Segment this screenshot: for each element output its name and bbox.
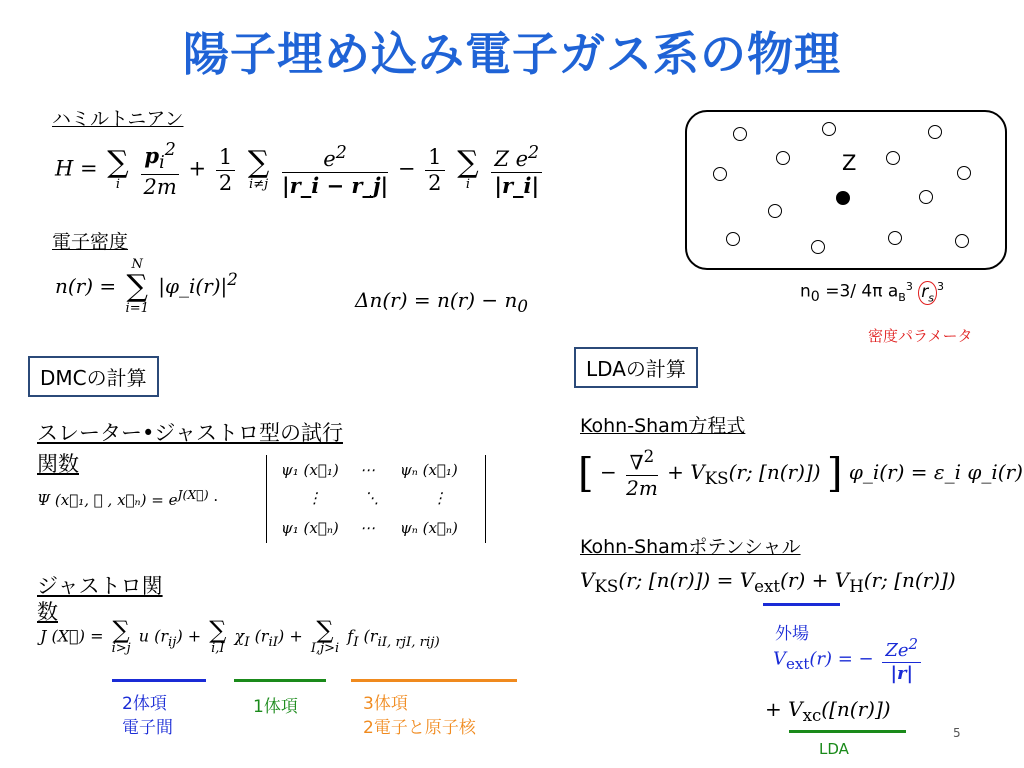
delta-density-equation: $\Delta n(r) = n(r) - n_0$ [355,288,528,316]
kinetic-fraction: $\frac{p_i^2}{2m}$ [141,140,178,200]
hamiltonian-heading: ハミルトニアン [52,108,184,130]
n0-formula: $n_0 =3/$ 4π $a_B^3$ $r_s^3$ [800,280,944,306]
coulomb-ee-fraction: $\frac{e^2}{|r\_i - r\_j|}$ [281,142,389,198]
page-number: 5 [953,726,961,740]
nucleus-label: Z [842,151,857,175]
hamiltonian-equation: H = ∑ i $\frac{p_i^2}{2m}$ + $\frac{1}{2}$ ∑ i≠j $\frac{e^2}{|r\_i - r\_j|}$ − $\frac{1}{2}$ ∑ i $\frac{Z e^2}{|r\_i|}$ [55,140,545,200]
jastrow-equation: J (X⃗) = ∑ i>j u $(r_{ij})$ + ∑ i,I $\chi_I$ $(r_{iI})$ + ∑ I,j>i $f_I$ ($r_{iI, rjI, rij)}$ [40,616,440,656]
density-term: |φ_i(r)| [158,273,228,298]
three-body-label: 3体項 2電子と原子核 [363,694,476,738]
lda-box: LDAの計算 [574,347,698,388]
electron-dot [957,166,971,180]
electron-dot [888,231,902,245]
kohn-sham-equation: [ − $\frac{\nabla^2}{2m}$ + $V_{KS}(r$; [n(r)]) ] φ_i(r) = ε_i φ_i(r) [578,447,1023,500]
slater-jastrow-heading-2: 関数 [37,452,79,476]
rs-circled: $r_s$ [918,281,937,305]
external-potential-equation: $V_{ext}(r)$ = − $\frac{Ze^2}{|r|}$ [773,635,924,684]
sum-symbol: ∑ i>j [111,616,131,656]
jastrow-heading-2: 数 [37,600,58,624]
electron-dot [919,190,933,204]
electron-dot [822,122,836,136]
hamiltonian-lhs: H = [55,156,98,181]
electron-dot [733,127,747,141]
electron-dot [955,234,969,248]
electron-dot [768,204,782,218]
kohn-sham-potential-heading: Kohn-Shamポテンシャル [580,536,801,558]
kohn-sham-potential-equation: $V_{KS}(r$; $[n(r)]) = V_{ext}(r) + V_H(r$; [n(r)]) [580,568,956,596]
one-body-label: 1体項 [253,697,298,717]
two-body-underline [112,679,206,682]
electron-dot [811,240,825,254]
one-body-underline [234,679,326,682]
density-parameter-label: 密度パラメータ [868,327,973,345]
lda-label: LDA [819,740,849,758]
nucleus-dot [836,191,850,205]
kohn-sham-equation-heading: Kohn-Sham方程式 [580,415,746,437]
density-lhs: n(r) = [55,273,117,298]
slater-jastrow-heading: スレーター•ジャストロ型の試行 [37,421,343,445]
jastrow-heading: ジャストロ関 [37,574,163,598]
three-body-underline [351,679,517,682]
sum-symbol: ∑ i [107,145,129,193]
trial-wavefunction-lhs: Ψ (x⃗₁, ⋯ , x⃗ₙ) = $e^{J(X⃗)}$ · [37,487,219,509]
external-field-label: 外場 [775,624,809,644]
coulomb-en-fraction: $\frac{Z e^2}{|r\_i|}$ [491,143,542,198]
sum-symbol: ∑ I,j>i [310,616,340,656]
sum-symbol: ∑ i≠j [247,145,270,193]
sum-symbol: ∑ i [457,145,479,193]
lda-underline [789,730,906,733]
dmc-box: DMCの計算 [28,356,159,397]
half-fraction: $\frac{1}{2}$ [216,145,235,196]
kinetic-fraction: $\frac{\nabla^2}{2m}$ [626,447,658,500]
half-fraction: $\frac{1}{2}$ [425,145,444,196]
sum-symbol: N ∑ i=1 [125,257,149,317]
electron-dot [713,167,727,181]
xc-potential-term: + $V_{xc}([n(r)])$ [765,697,891,725]
density-heading: 電子密度 [52,231,129,253]
sum-symbol: ∑ i,I [209,616,227,656]
electron-dot [928,125,942,139]
slide-title: 陽子埋め込み電子ガス系の物理 [183,27,841,81]
electron-dot [776,151,790,165]
electron-dot [726,232,740,246]
two-body-label: 2体項 電子間 [122,694,173,738]
external-field-underline [763,603,840,606]
electron-dot [886,151,900,165]
density-equation: n(r) = N ∑ i=1 $|\varphi\_i(r)|^2$ [55,257,238,317]
coulomb-fraction: $\frac{Ze^2}{|r|}$ [882,635,921,684]
slater-determinant: ψ₁ (x⃗₁) ⋯ ψₙ (x⃗₁) ⋮ ⋱ ⋮ ψ₁ (x⃗ₙ) ⋯ ψₙ (x⃗ₙ) [266,455,486,543]
